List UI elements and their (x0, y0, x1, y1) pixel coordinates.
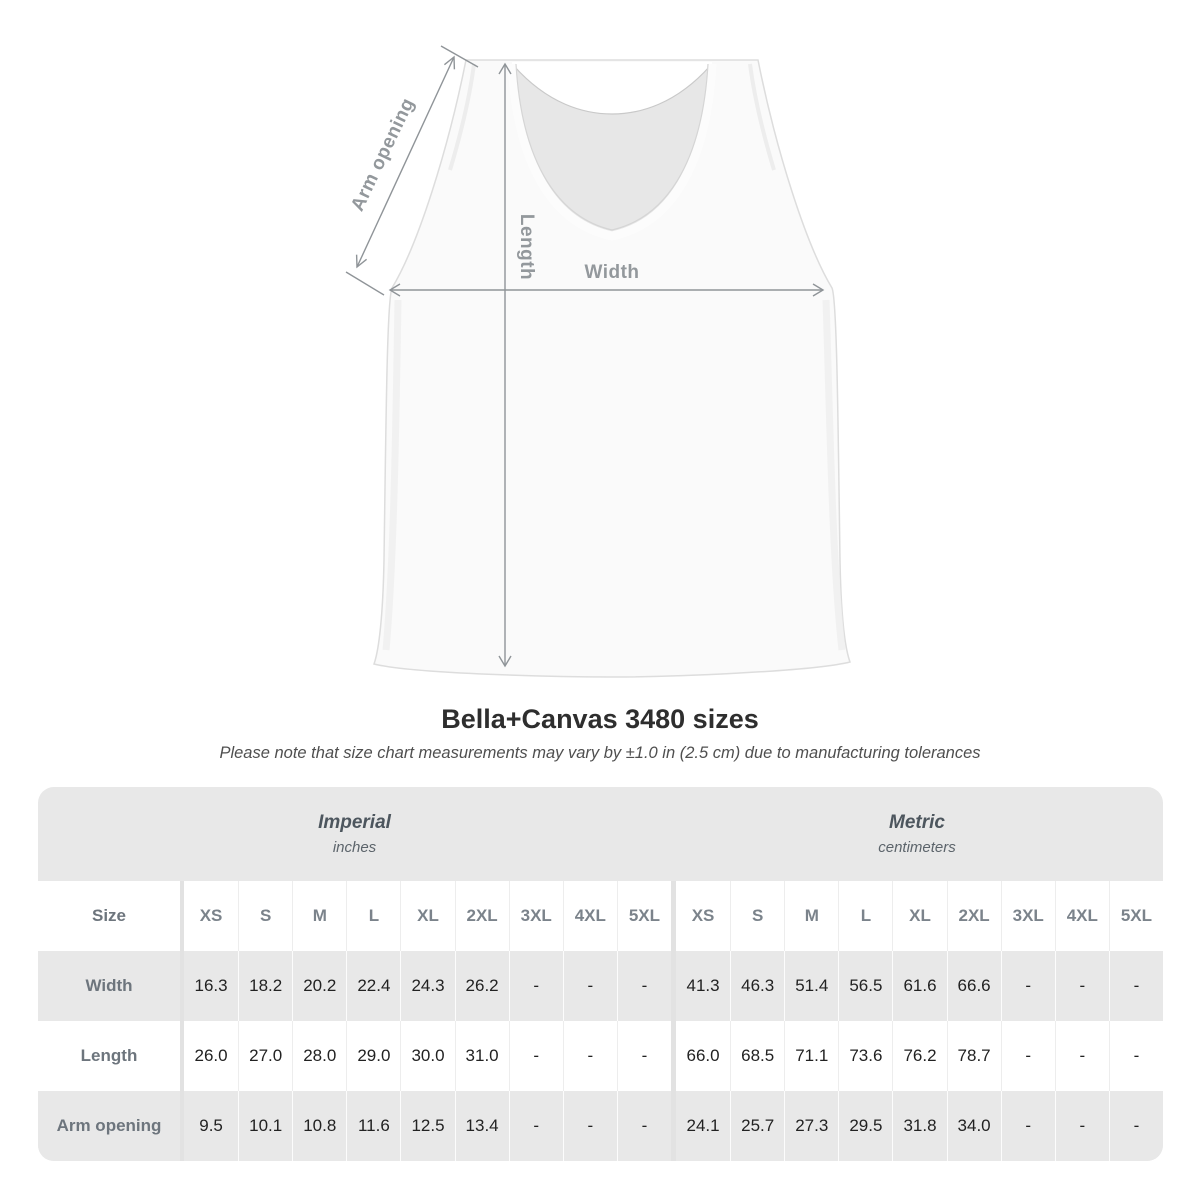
width-value: - (509, 951, 563, 1021)
length-value: 68.5 (730, 1021, 784, 1091)
arm-opening-label: Arm opening (347, 94, 419, 215)
length-value: 78.7 (947, 1021, 1001, 1091)
arm-opening-value: 27.3 (784, 1091, 838, 1161)
size-header: 5XL (617, 881, 671, 951)
row-label: Length (80, 1046, 138, 1065)
arm-opening-value: 9.5 (184, 1091, 238, 1161)
page-title: Bella+Canvas 3480 sizes (441, 704, 759, 734)
length-value: 76.2 (892, 1021, 946, 1091)
width-value: - (1109, 951, 1163, 1021)
arm-opening-value: 10.1 (238, 1091, 292, 1161)
arm-opening-value: - (563, 1091, 617, 1161)
width-value: - (617, 951, 671, 1021)
arm-opening-value: - (1109, 1091, 1163, 1161)
length-value: - (1001, 1021, 1055, 1091)
width-value: 66.6 (947, 951, 1001, 1021)
width-value: 46.3 (730, 951, 784, 1021)
size-header: 5XL (1109, 881, 1163, 951)
length-value: 26.0 (194, 1046, 228, 1065)
size-header: S (238, 881, 292, 951)
row-label: Width (38, 951, 180, 1021)
arm-opening-value: 29.5 (838, 1091, 892, 1161)
arm-opening-value: - (1055, 1091, 1109, 1161)
size-header: 2XL (947, 881, 1001, 951)
size-header: M (292, 881, 346, 951)
length-label: Length (516, 213, 537, 281)
table-row-width (38, 951, 1163, 1021)
metric-unit: centimeters (878, 839, 956, 856)
width-value: 41.3 (676, 951, 730, 1021)
width-value: 24.3 (400, 951, 454, 1021)
table-row-arm-opening (38, 1091, 1163, 1161)
arm-opening-value: 11.6 (346, 1091, 400, 1161)
length-value: 28.0 (292, 1021, 346, 1091)
length-value: - (1109, 1021, 1163, 1091)
width-label: Width (584, 262, 640, 283)
size-header: M (784, 881, 838, 951)
length-value: 73.6 (838, 1021, 892, 1091)
arm-opening-value: 12.5 (400, 1091, 454, 1161)
imperial-title: Imperial (318, 812, 391, 833)
size-header: 4XL (1055, 881, 1109, 951)
length-value: 29.0 (346, 1021, 400, 1091)
length-value: 27.0 (238, 1021, 292, 1091)
size-header: XS (199, 906, 223, 925)
length-value: - (1055, 1021, 1109, 1091)
width-value: 16.3 (184, 951, 238, 1021)
unit-header-band (38, 787, 1163, 881)
width-value: - (1001, 951, 1055, 1021)
size-header: XL (892, 881, 946, 951)
length-value: 71.1 (784, 1021, 838, 1091)
size-header: XL (400, 881, 454, 951)
length-value: 30.0 (400, 1021, 454, 1091)
arm-opening-value: 10.8 (292, 1091, 346, 1161)
imperial-unit: inches (332, 839, 377, 856)
arm-opening-value: 24.1 (676, 1091, 730, 1161)
arm-opening-value: - (1001, 1091, 1055, 1161)
imperial-header (38, 787, 671, 881)
row-label: Arm opening (38, 1091, 180, 1161)
arm-opening-value: 31.8 (892, 1091, 946, 1161)
size-header: S (730, 881, 784, 951)
width-value: 22.4 (346, 951, 400, 1021)
arm-opening-value: 25.7 (730, 1091, 784, 1161)
width-value: 51.4 (784, 951, 838, 1021)
length-value: 66.0 (686, 1046, 720, 1065)
width-value: 26.2 (455, 951, 509, 1021)
arm-opening-value: 13.4 (455, 1091, 509, 1161)
size-header: 4XL (563, 881, 617, 951)
tolerance-note: Please note that size chart measurements may vary by ±1.0 in (2.5 cm) due to manufacturing tolerances (219, 744, 981, 762)
table-header-row (38, 881, 1163, 951)
size-header: 3XL (509, 881, 563, 951)
arm-opening-value: 34.0 (947, 1091, 1001, 1161)
width-value: - (1055, 951, 1109, 1021)
length-value: - (563, 1021, 617, 1091)
metric-header (671, 787, 1163, 881)
arm-opening-value: - (509, 1091, 563, 1161)
width-value: 20.2 (292, 951, 346, 1021)
length-value: 31.0 (455, 1021, 509, 1091)
width-value: - (563, 951, 617, 1021)
size-header: 3XL (1001, 881, 1055, 951)
size-table (38, 787, 1163, 1161)
width-value: 61.6 (892, 951, 946, 1021)
size-header: 2XL (455, 881, 509, 951)
width-value: 56.5 (838, 951, 892, 1021)
table-row-length (38, 1021, 1163, 1091)
width-value: 18.2 (238, 951, 292, 1021)
length-value: - (509, 1021, 563, 1091)
size-column-header: Size (91, 906, 127, 925)
metric-title: Metric (889, 812, 945, 833)
length-value: - (617, 1021, 671, 1091)
arm-opening-value: - (617, 1091, 671, 1161)
arm-opening-tick-bottom (346, 272, 384, 295)
size-header: L (838, 881, 892, 951)
size-header: L (346, 881, 400, 951)
size-header: XS (691, 906, 715, 925)
